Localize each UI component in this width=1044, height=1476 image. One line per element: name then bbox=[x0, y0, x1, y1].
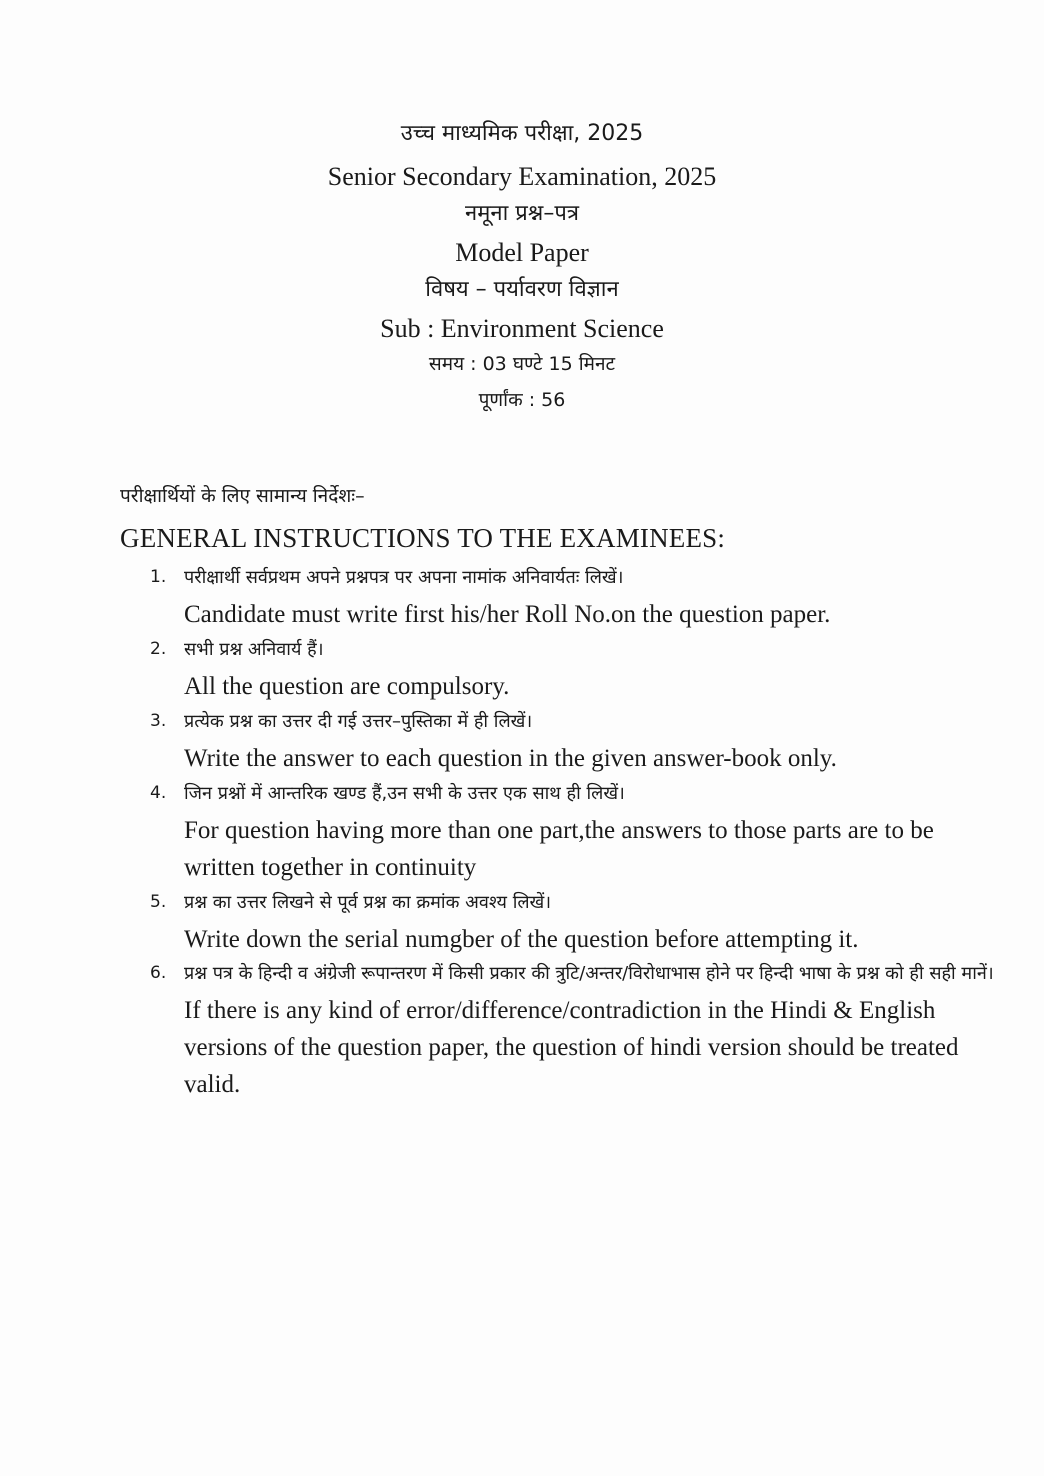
instruction-number: 2. bbox=[150, 639, 167, 659]
instructions-heading-hindi: परीक्षार्थियों के लिए सामान्य निर्देशः– bbox=[120, 485, 365, 507]
instruction-hindi: प्रश्न पत्र के हिन्दी व अंग्रेजी रूपान्तरण में किसी प्रकार की त्रुटि/अन्तर/विरोधाभास होने पर हिन्दी भाषा के प्रश्न को ही सही मानें। bbox=[184, 963, 994, 984]
instruction-english: Write the answer to each question in the given answer-book only. bbox=[184, 745, 837, 772]
instruction-english: For question having more than one part,the answers to those parts are to be written together in continuity bbox=[184, 817, 934, 881]
instruction-hindi: प्रश्न का उत्तर लिखने से पूर्व प्रश्न का क्रमांक अवश्य लिखें। bbox=[184, 892, 552, 913]
instruction-english: All the question are compulsory. bbox=[184, 673, 510, 700]
instruction-item bbox=[150, 562, 1000, 633]
exam-title-english: Senior Secondary Examination, 2025 bbox=[327, 162, 717, 191]
instruction-hindi: जिन प्रश्नों में आन्तरिक खण्ड हैं,उन सभी के उत्तर एक साथ ही लिखें। bbox=[184, 783, 625, 804]
instruction-hindi: प्रत्येक प्रश्न का उत्तर दी गई उत्तर–पुस्तिका में ही लिखें। bbox=[184, 711, 533, 732]
instruction-item bbox=[150, 778, 1000, 886]
exam-title-hindi: उच्च माध्यमिक परीक्षा, 2025 bbox=[400, 121, 644, 146]
instruction-number: 6. bbox=[150, 963, 167, 983]
instructions-heading-english: GENERAL INSTRUCTIONS TO THE EXAMINEES: bbox=[120, 523, 726, 553]
instruction-hindi: परीक्षार्थी सर्वप्रथम अपने प्रश्नपत्र पर अपना नामांक अनिवार्यतः लिखें। bbox=[184, 567, 624, 588]
instruction-english: If there is any kind of error/difference/contradiction in the Hindi & English versions of the question paper, the question of hindi version should be treated valid. bbox=[184, 997, 959, 1098]
instruction-item bbox=[150, 706, 1000, 777]
instruction-hindi: सभी प्रश्न अनिवार्य हैं। bbox=[184, 639, 324, 660]
instruction-number: 3. bbox=[150, 711, 167, 731]
maximum-marks: पूर्णांक : 56 bbox=[478, 389, 566, 411]
subject-hindi: विषय – पर्यावरण विज्ञान bbox=[425, 277, 619, 302]
instruction-number: 1. bbox=[150, 567, 167, 587]
instruction-english: Candidate must write first his/her Roll No.on the question paper. bbox=[184, 601, 831, 628]
instruction-number: 5. bbox=[150, 892, 167, 912]
instruction-item bbox=[150, 887, 1000, 958]
paper-type-english: Model Paper bbox=[455, 238, 589, 267]
subject-english: Sub : Environment Science bbox=[380, 314, 664, 343]
instruction-item bbox=[150, 958, 1000, 1103]
instruction-english: Write down the serial numgber of the question before attempting it. bbox=[184, 926, 859, 953]
paper-type-hindi: नमूना प्रश्न–पत्र bbox=[465, 201, 579, 226]
instruction-number: 4. bbox=[150, 783, 167, 803]
instruction-item bbox=[150, 634, 1000, 705]
time-allowed: समय : 03 घण्टे 15 मिनट bbox=[428, 353, 616, 375]
